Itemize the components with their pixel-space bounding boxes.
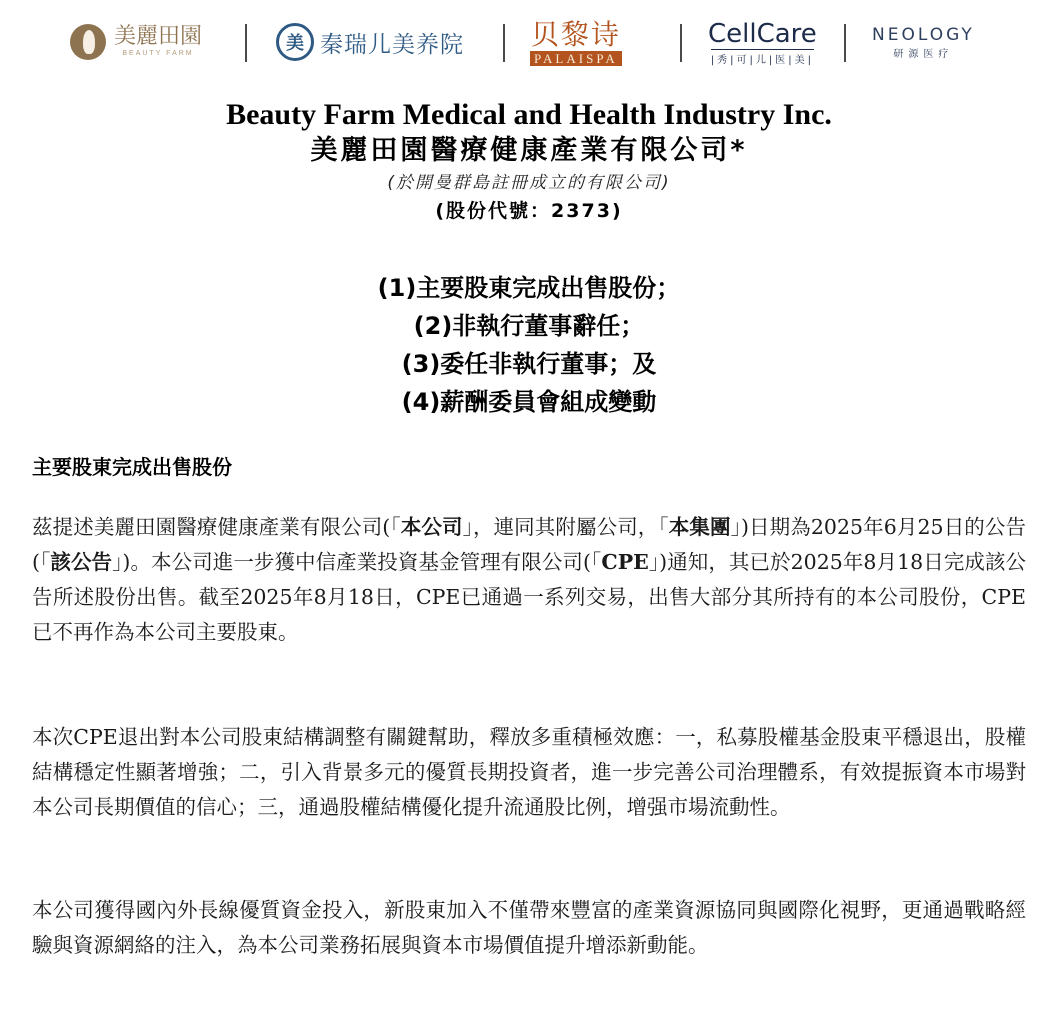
qin-rui-er-logo: [276, 14, 464, 70]
palaispa-logo: [530, 14, 622, 70]
qin-rui-er-name: 秦瑞儿美养院: [320, 31, 464, 58]
logo-bar: [0, 14, 1058, 70]
paragraph-1-text: 」)通知，其已於2025年8月18日完成該公告所述股份出售。截至2025年8月18日，CPE已通過一系列交易，出售大部分其所持有的本公司股份，CPE已不再作為本公司主要股東。: [32, 550, 1027, 644]
title-line-2: (2)非執行董事辭任；: [413, 312, 645, 340]
paragraph-1-text: 」)。本公司進一步獲中信產業投資基金管理有限公司(「: [112, 550, 602, 574]
paragraph-3: 本公司獲得國內外長線優質資金投入，新股東加入不僅帶來豐富的產業資源協同與國際化視野，更通過戰略經驗與資源網絡的注入，為本公司業務拓展與資本市場價值提升增添新動能。: [32, 898, 1026, 957]
section-heading: 主要股東完成出售股份: [32, 455, 232, 479]
paragraph-1-text: 」，連同其附屬公司，「: [462, 515, 669, 539]
incorporation-note: (於開曼群島註冊成立的有限公司): [387, 173, 671, 193]
company-name-en: Beauty Farm Medical and Health Industry Inc.: [226, 98, 832, 131]
stock-code: (股份代號：2373): [435, 200, 623, 222]
paragraph-1: [32, 510, 1026, 650]
logo-divider: [680, 24, 682, 62]
defined-term-group: 本集團: [668, 515, 731, 539]
beauty-farm-emblem-icon: [70, 24, 106, 60]
defined-term-company: 本公司: [400, 515, 463, 539]
beauty-farm-name-en: BEAUTY FARM: [122, 50, 194, 57]
paragraph-2: 本次CPE退出對本公司股東結構調整有關鍵幫助，釋放多重積極效應：一，私募股權基金股東平穩退出，股權結構穩定性顯著增強；二，引入背景多元的優質長期投資者，進一步完善公司治理體系，有效提振資本市場對本公司長期價值的信心；三，通過股權結構優化提升流通股比例，增强市場流動性。: [32, 725, 1026, 819]
title-line-3: (3)委任非執行董事；及: [401, 350, 657, 378]
cellcare-name-cn: |秀|可|儿|医|美|: [711, 49, 814, 66]
paragraph-1-text: 」)日期為2025年6月25日的公告(「: [32, 515, 1027, 574]
logo-divider: [503, 24, 505, 62]
beauty-farm-name-cn: 美麗田園: [114, 24, 203, 49]
neology-name-cn: 研源医疗: [893, 48, 954, 60]
neology-name-en: NEOLOGY: [872, 24, 975, 45]
beauty-farm-logo: [70, 14, 202, 70]
logo-divider: [245, 24, 247, 62]
qin-rui-er-emblem-icon: 美: [276, 23, 314, 61]
announcement-header: [0, 96, 1058, 226]
cellcare-name-en: CellCare: [708, 18, 817, 49]
defined-term-announcement: 該公告: [50, 550, 113, 574]
title-line-4: (4)薪酬委員會組成變動: [401, 388, 657, 416]
announcement-titles: [0, 269, 1058, 421]
palaispa-name-cn: 贝黎诗: [530, 17, 621, 51]
cellcare-logo: [708, 14, 817, 70]
paragraph-1-text: 茲提述美麗田園醫療健康產業有限公司(「: [32, 515, 401, 539]
palaispa-name-en: PALAISPA: [530, 51, 622, 66]
defined-term-cpe: CPE: [601, 550, 649, 574]
title-line-1: (1)主要股東完成出售股份；: [377, 274, 681, 302]
logo-divider: [844, 24, 846, 62]
company-name-cn: 美麗田園醫療健康產業有限公司*: [310, 135, 748, 166]
neology-logo: [872, 14, 975, 70]
